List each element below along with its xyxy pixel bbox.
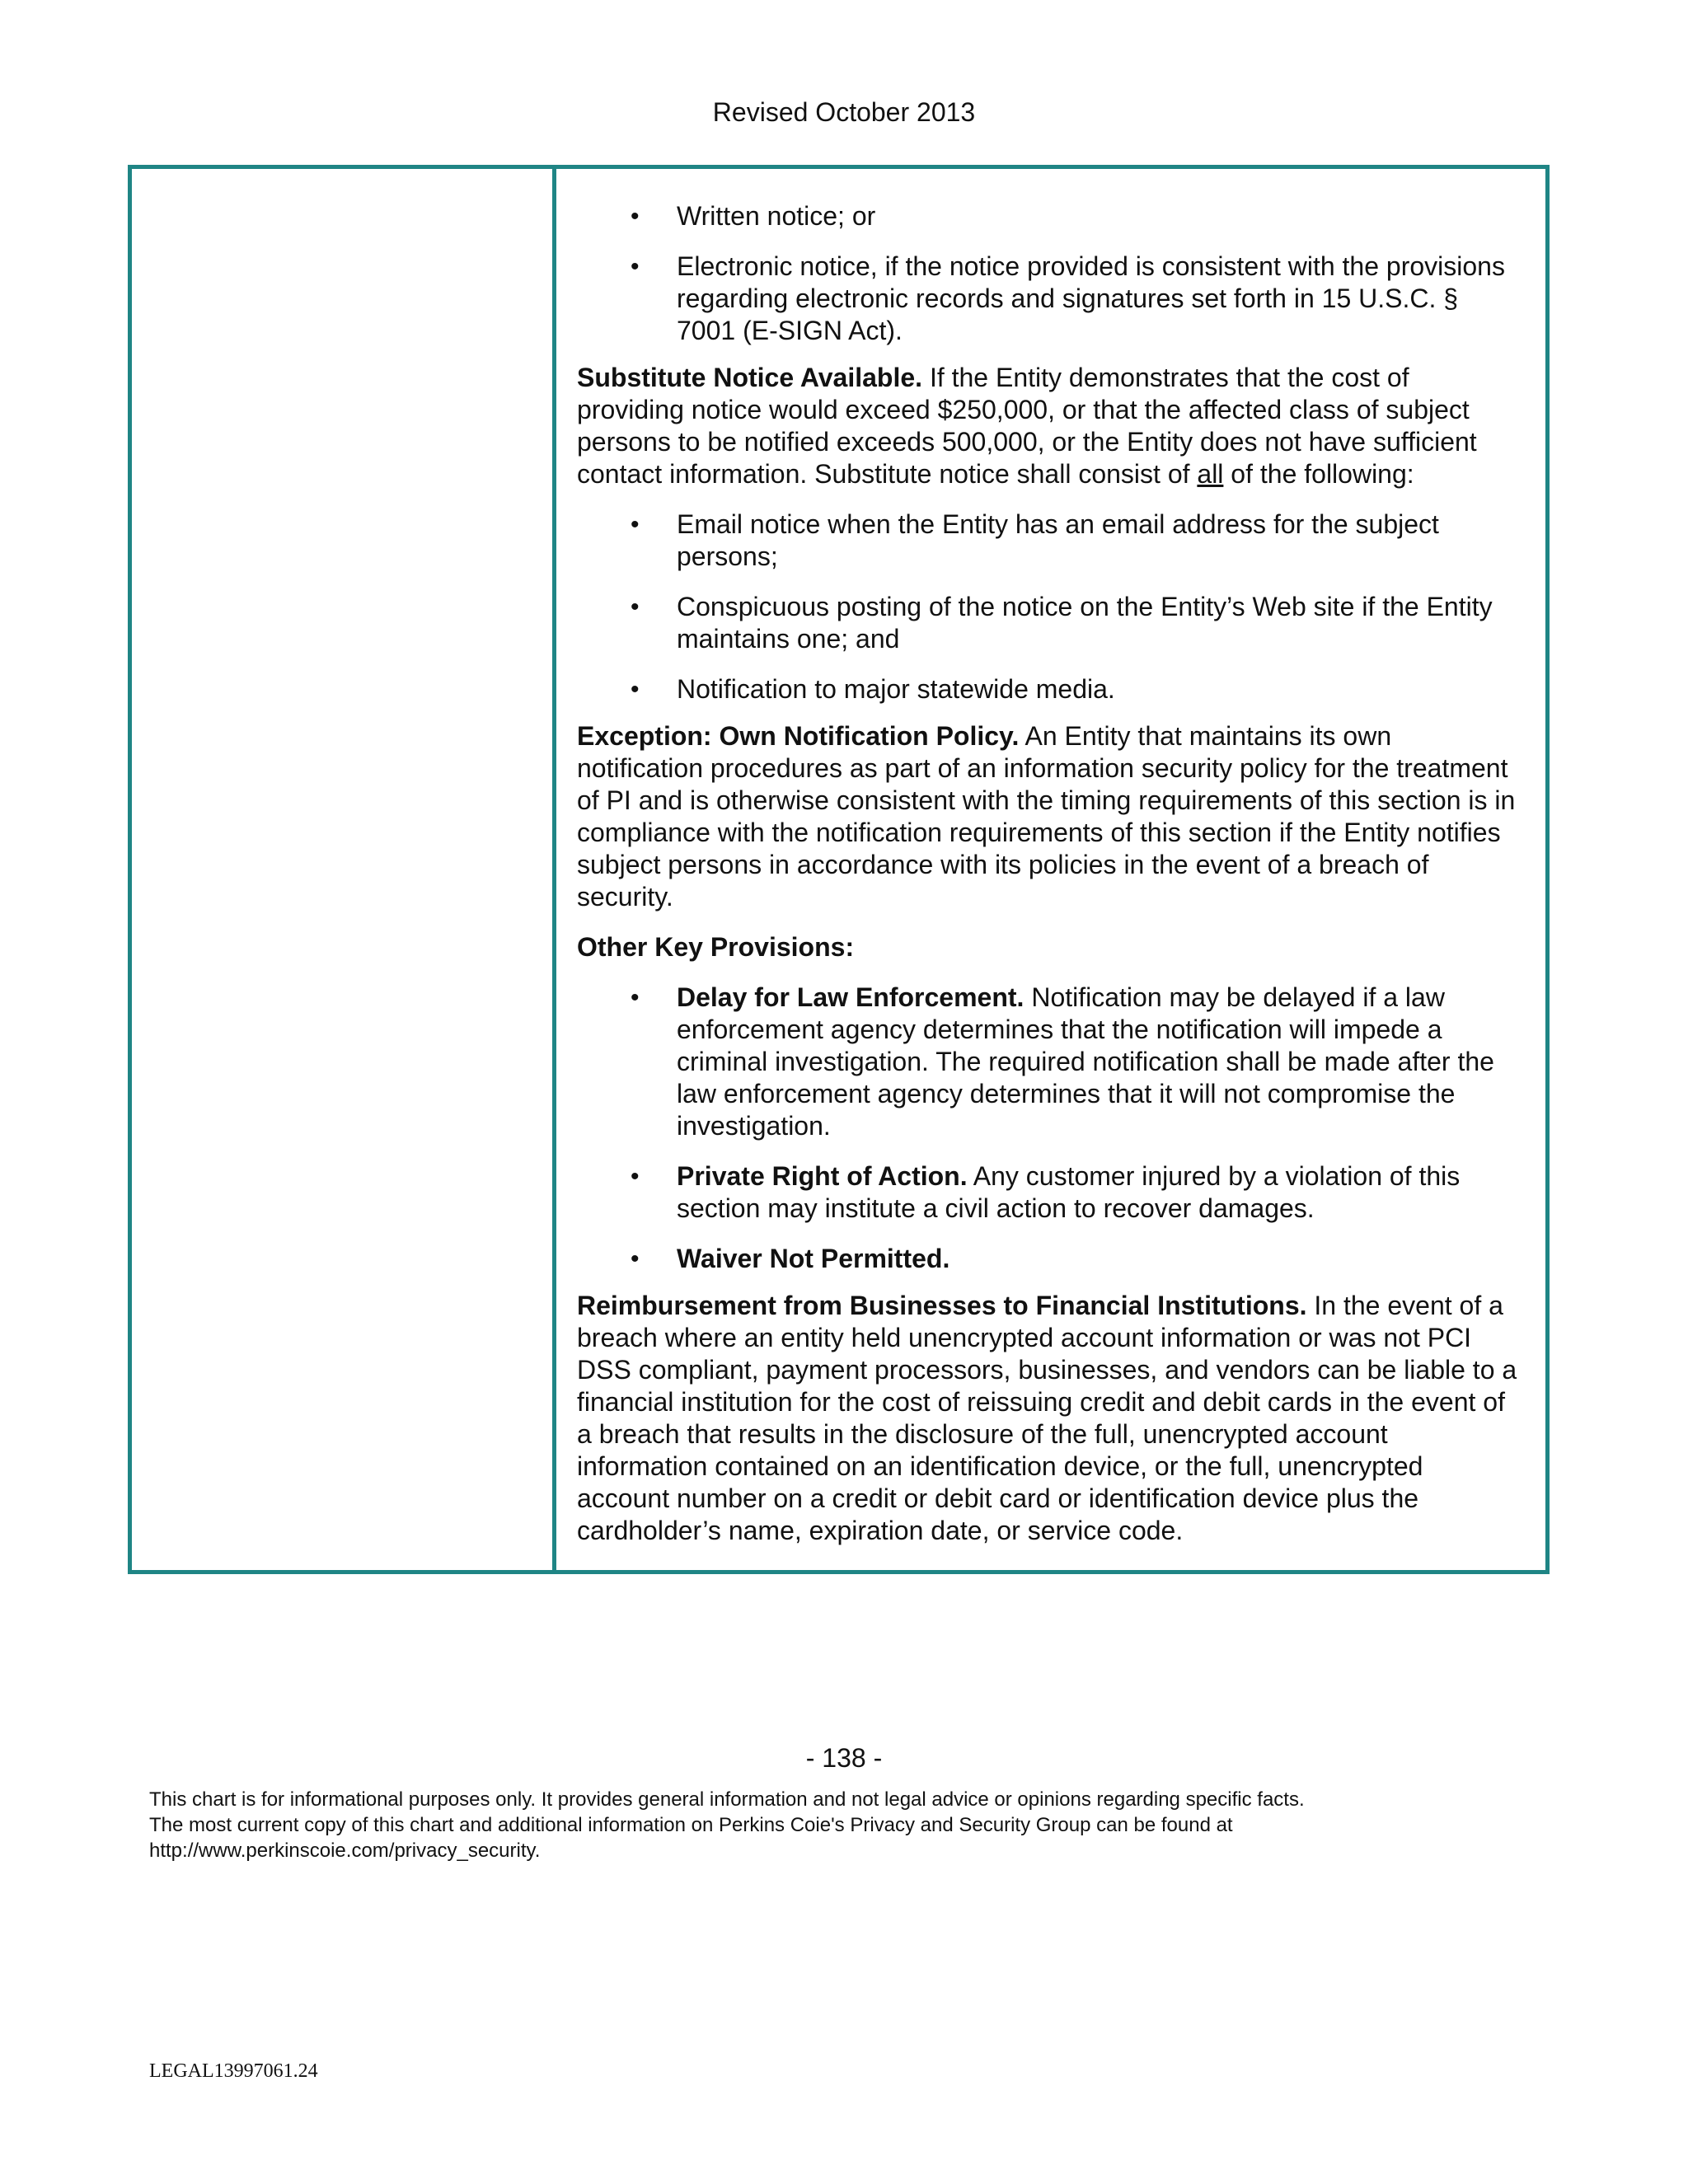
table-right-column	[556, 169, 1545, 1570]
bullet-icon: •	[631, 984, 640, 1011]
footer-link: http://www.perkinscoie.com/privacy_security.	[149, 1840, 541, 1862]
table-left-column	[132, 169, 556, 1570]
list-item: • Conspicuous posting of the notice on the Entity’s Web site if the Entity maintains one; and	[631, 592, 1493, 654]
list-item: • Delay for Law Enforcement. Notification may be delayed if a law enforcement agency determines that the notification will impede a criminal investigation. The required notification shall be made after the law enforcement agency determines that it will not compromise the investigation.	[631, 982, 1494, 1141]
bullet-icon: •	[631, 1245, 640, 1272]
chart-table	[128, 165, 1550, 1574]
underlined-all: all	[1197, 459, 1224, 489]
page-header-revised: Revised October 2013	[712, 97, 976, 127]
substitute-notice-paragraph: Substitute Notice Available. If the Entity demonstrates that the cost of providing notice would exceed $250,000, or that the affected class of subject persons to be notified exceeds 500,000, or the Entity does not have sufficient contact information. Substitute notice shall consist of all of the following:	[577, 363, 1477, 489]
other-provisions-list	[577, 982, 1522, 1275]
list-item: • Notification to major statewide media.	[631, 674, 1115, 704]
substitute-notice-heading: Substitute Notice Available.	[577, 363, 923, 392]
exception-heading: Exception: Own Notification Policy.	[577, 721, 1020, 751]
footer-disclaimer	[149, 1787, 1592, 1863]
reimbursement-heading: Reimbursement from Businesses to Financial Institutions.	[577, 1291, 1307, 1320]
reimbursement-paragraph: Reimbursement from Businesses to Financial Institutions. In the event of a breach where an entity held unencrypted account information or was not PCI DSS compliant, payment processors, businesses, and vendors can be liable to a financial institution for the cost of reissuing credit and debit cards in the event of a breach that results in the disclosure of the full, unencrypted account information contained on an identification device, or the full, unencrypted account number on a credit or debit card or identification device plus the cardholder’s name, expiration date, or service code.	[577, 1291, 1517, 1545]
list-item: • Private Right of Action. Any customer injured by a violation of this section may institute a civil action to recover damages.	[631, 1161, 1461, 1223]
other-key-provisions-heading: Other Key Provisions:	[577, 932, 855, 962]
bullet-icon: •	[631, 593, 640, 621]
footer-line: This chart is for informational purposes only. It provides general information and not legal advice or opinions regarding specific facts.	[149, 1788, 1305, 1811]
bullet-icon: •	[631, 676, 640, 703]
bullet-icon: •	[631, 511, 640, 538]
list-item: • Waiver Not Permitted.	[631, 1244, 950, 1273]
list-item: • Email notice when the Entity has an email address for the subject persons;	[631, 509, 1439, 571]
notice-methods-list	[577, 200, 1522, 347]
exception-paragraph: Exception: Own Notification Policy. An Entity that maintains its own notification procedures as part of an information security policy for the treatment of PI and is otherwise consistent with the timing requirements of this section is in compliance with the notification requirements of this section if the Entity notifies subject persons in accordance with its policies in the event of a breach of security.	[577, 721, 1516, 912]
page-number: - 138 -	[805, 1743, 883, 1773]
document-id: LEGAL13997061.24	[149, 2060, 318, 2082]
bullet-icon: •	[631, 1163, 640, 1190]
list-item: • Electronic notice, if the notice provided is consistent with the provisions regarding electronic records and signatures set forth in 15 U.S.C. § 7001 (E-SIGN Act).	[631, 251, 1505, 345]
bullet-icon: •	[631, 203, 640, 230]
footer-line: The most current copy of this chart and additional information on Perkins Coie's Privacy and Security Group can be found at	[149, 1814, 1233, 1836]
list-item: • Written notice; or	[631, 201, 876, 231]
bullet-icon: •	[631, 253, 640, 280]
substitute-notice-list	[577, 509, 1522, 705]
